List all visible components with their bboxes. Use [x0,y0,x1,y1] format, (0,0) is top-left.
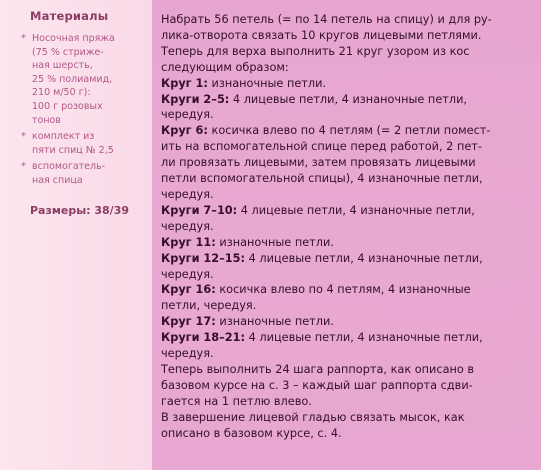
instruction-text: чередуя. [161,267,214,281]
round-label: Круг 17: [161,315,216,329]
instruction-line [161,76,533,92]
material-line: 100 г розовых [32,100,103,112]
bullet-icon: * [21,161,26,173]
instruction-text: описано в базовом курсе, с. 4. [161,426,342,440]
instruction-text: косичка влево по 4 петлям, 4 изнаночные [215,283,471,297]
material-line: Носочная пряжа [32,33,115,44]
instruction-line [161,330,533,346]
instruction-text: В завершение лицевой гладью связать мысок, как [161,410,465,424]
instruction-line [161,107,533,123]
instruction-text: ли провязать лицевыми, затем провязать лицевыми [161,156,476,170]
instruction-line [161,171,533,187]
material-item [21,160,146,187]
instruction-line [161,426,533,442]
instruction-text: 4 лицевые петли, 4 изнаночные петли, [229,92,468,106]
material-line: вспомогатель- [32,161,106,173]
instruction-text: ить на вспомогательной спице перед работой, 2 пет- [161,140,482,154]
materials-list [21,32,146,188]
instructions-text [161,12,533,441]
instruction-line [161,298,533,314]
instruction-text: Набрать 56 петель (= по 14 петель на спицу) и для ру- [161,13,492,26]
materials-sidebar [0,0,152,470]
instruction-line [161,235,533,251]
instruction-text: 4 лицевые петли, 4 изнаночные петли, [245,251,483,265]
instructions-body [152,0,541,470]
instruction-text: лика-отворота связать 10 кругов лицевыми петлями. [161,28,482,42]
round-label: Круги 12–15: [161,251,246,265]
round-label: Круги 7–10: [161,203,238,217]
instruction-text: косичка влево по 4 петлям (= 2 петли помест- [207,124,491,138]
material-line: пяти спиц № 2,5 [32,144,114,156]
instruction-line [161,92,533,108]
material-line: тонов [32,114,61,126]
instruction-line [161,251,533,267]
instruction-text: изнаночные петли. [215,235,334,249]
material-line: 25 % полиамид, [32,73,113,85]
material-line: ная спица [32,174,83,186]
instruction-text: 4 лицевые петли, 4 изнаночные петли, [245,331,483,345]
instruction-line [161,28,533,44]
instruction-line [161,267,533,283]
instruction-line [161,394,533,410]
instruction-text: чередуя. [161,108,214,122]
bullet-icon: * [21,33,26,44]
instruction-line [161,123,533,139]
round-label: Круги 2–5: [161,92,230,106]
instruction-line [161,139,533,155]
round-label: Круг 16: [161,283,216,297]
instruction-line [161,362,533,378]
instruction-text: Теперь выполнить 24 шага раппорта, как описано в [161,362,475,376]
material-item [21,130,146,157]
instruction-text: изнаночные петли. [215,315,334,329]
instruction-line [161,60,533,76]
instruction-line [161,12,533,28]
instruction-text: следующим образом: [161,60,289,74]
instruction-line [161,203,533,219]
material-item [21,32,146,127]
instruction-text: гается на 1 петлю влево. [161,394,312,408]
instruction-text: изнаночные петли. [207,76,327,90]
instruction-line [161,314,533,330]
round-label: Круг 11: [161,235,216,249]
instruction-line [161,346,533,362]
round-label: Круг 1: [161,76,208,90]
instruction-text: чередуя. [161,219,214,233]
instruction-text: базовом курсе на с. 3 – каждый шаг раппорта сдви- [161,378,473,392]
instruction-line [161,282,533,298]
instruction-text: Теперь для верха выполнить 21 круг узором из кос [161,44,470,58]
instruction-text: чередуя. [161,347,214,361]
sizes-label: Размеры: 38/39 [30,203,130,217]
instruction-line [161,44,533,60]
material-line: комплект из [32,131,95,143]
materials-title: Материалы [30,9,109,23]
instruction-text: петли вспомогательной спицы), 4 изнаночные петли, [161,172,483,186]
instruction-line [161,219,533,235]
round-label: Круг 6: [161,124,208,138]
instruction-text: чередуя. [161,187,214,201]
instruction-line [161,378,533,394]
round-label: Круги 18–21: [161,331,246,345]
instruction-text: 4 лицевые петли, 4 изнаночные петли, [237,203,475,217]
instruction-line [161,410,533,426]
instruction-line [161,187,533,203]
instruction-line [161,155,533,171]
instruction-text: петли, чередуя. [161,299,257,313]
material-line: ная шерсть, [32,60,93,72]
material-line: 210 м/50 г): [32,87,91,99]
bullet-icon: * [21,131,26,143]
material-line: (75 % стриже- [32,46,104,58]
